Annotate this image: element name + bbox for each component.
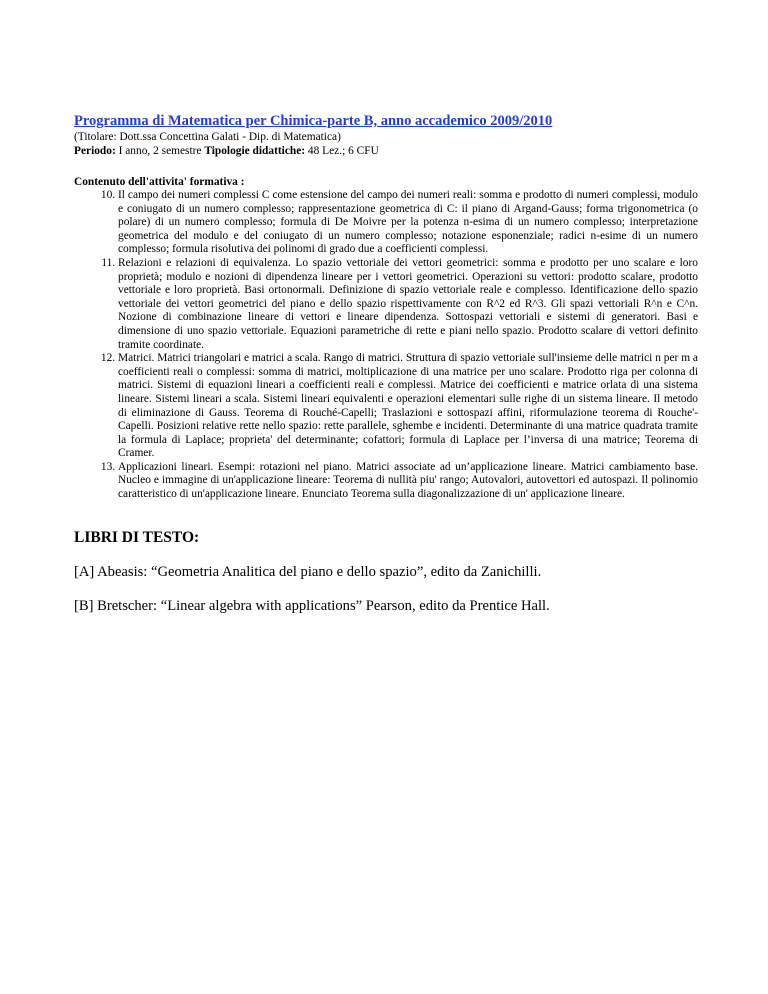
books-heading: LIBRI DI TESTO: xyxy=(74,528,200,546)
types-value: 48 Lez.; 6 CFU xyxy=(305,145,379,157)
contents-heading: Contenuto dell'attivita' formativa : xyxy=(74,176,245,188)
teacher-line: (Titolare: Dott.ssa Concettina Galati - Dip. di Matematica) xyxy=(74,131,341,143)
types-label: Tipologie didattiche: xyxy=(204,145,306,157)
list-item: 11. Relazioni e relazioni di equivalenza. Lo spazio vettoriale dei vettori geometrici: somma e prodotto per uno scalare e loro proprietà; modulo e nozioni di dipendenza lineare per i vettori geometrici. Operazioni su vettori: prodotto scalare, prodotto vettoriale e loro proprietà. Basi ortonormali. Definizione di spazio vettoriale reale e complesso. Identificazione dello spazio vettoriale dei vettori geometrici del piano e dello spazio rispettivamente con R^2 ed R^3. Gli spazi vettoriali R^n e C^n. Nozione di combinazione lineare di vettori e lineare dipendenza. Sottospazi vettoriali e sistemi di generatori. Basi e dimensione di uno spazio vettoriale. Equazioni parametriche di rette e piani nello spazio. Prodotto scalare di vettori definito tramite coordinate. xyxy=(118,257,698,352)
list-item: 10. Il campo dei numeri complessi C come estensione del campo dei numeri reali: somma e prodotto di numeri complessi, modulo e coniugato di un numero complesso; rappresentazione geometrica di C: il piano di Argand-Gauss; forma trigonometrica (o polare) di un numero complesso; formula di De Moivre per la potenza n-esima di un numero complesso; interpretazione geometrica del modulo e del coniugato di un numero complesso; notazione esponenziale; radici n-esime di un numero complesso; formula risolutiva dei polinomi di grado due a coefficienti complessi. xyxy=(118,189,698,257)
period-line xyxy=(74,144,698,158)
book-item: [A] Abeasis: “Geometria Analitica del piano e dello spazio”, edito da Zanichilli. xyxy=(74,563,542,580)
period-label: Periodo: xyxy=(74,145,116,157)
list-item: 12. Matrici. Matrici triangolari e matrici a scala. Rango di matrici. Struttura di spazio vettoriale sull'insieme delle matrici n per m a coefficienti reali o complessi: somma di matrici, moltiplicazione di una matrice per uno scalare. Prodotto riga per colonna di matrici. Sistemi di equazioni lineari a coefficienti reali e complessi. Matrice dei coefficienti e matrice orlata di una sistema lineare. Sistemi lineari a scala. Sistemi lineari equivalenti e operazioni elementari sulle righe di un sistema lineare. Il metodo di eliminazione di Gauss. Teorema di Rouché-Capelli; Traslazioni e sottospazi affini, riformulazione teorema di Rouche'-Capelli. Posizioni relative rette nello spazio: rette parallele, sghembe e incidenti. Determinante di una matrice quadrata tramite la formula di Laplace; proprieta' del determinante; cofattori; formula di Laplace per l’inversa di una matrice; Teorema di Cramer. xyxy=(118,352,698,461)
period-value: I anno, 2 semestre xyxy=(115,145,205,157)
page-title-link[interactable]: Programma di Matematica per Chimica-parte B, anno accademico 2009/2010 xyxy=(74,113,553,129)
list-item: 13. Applicazioni lineari. Esempi: rotazioni nel piano. Matrici associate ad un’applicazione lineare. Matrici cambiamento base. Nucleo e immagine di un'applicazione lineare: Teorema di nullità piu' rango; Autovalori, autovettori ed autospazi. Il polinomio caratteristico di un'applicazione lineare. Enunciato Teorema sulla diagonalizzazione di un' applicazione lineare. xyxy=(118,461,698,502)
document-page xyxy=(74,112,698,615)
book-item: [B] Bretscher: “Linear algebra with applications” Pearson, edito da Prentice Hall. xyxy=(74,597,550,614)
topics-list xyxy=(74,189,698,502)
